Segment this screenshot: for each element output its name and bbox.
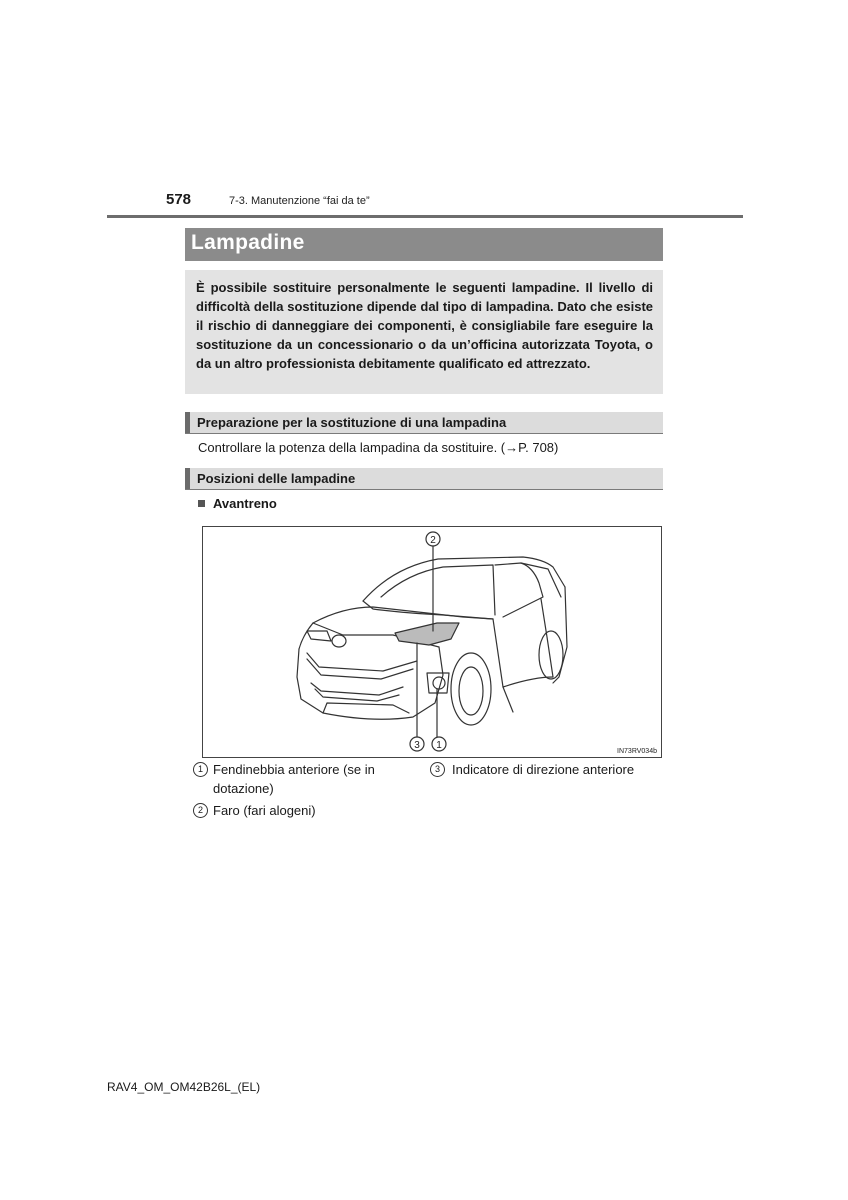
car-illustration: [203, 527, 662, 758]
footer-code: RAV4_OM_OM42B26L_(EL): [107, 1080, 261, 1094]
intro-text: È possibile sostituire personalmente le seguenti lampadine. Il livello di difficoltà della sostituzione dipende dal tipo di lampadina. Dato che esiste il rischio di danneggiare dei componenti, è consigliabile fare eseguire la sostituzione da un concessionario o da un’officina autorizzata Toyota, o da un altro professionista debitamente qualificato ed attrezzato.: [196, 280, 653, 371]
page-title: Lampadine: [191, 231, 305, 254]
subheading-positions-label: Posizioni delle lampadine: [197, 471, 356, 486]
page-number: 578: [166, 191, 192, 208]
legend-item-2: Faro (fari alogeni): [213, 803, 316, 818]
callout-3-number: 3: [414, 740, 420, 751]
legend-item-1: Fendinebbia anteriore (se in dotazione): [213, 762, 375, 796]
section-reference: 7-3. Manutenzione “fai da te”: [229, 195, 370, 207]
subheading-preparation-label: Preparazione per la sostituzione di una lampadina: [197, 415, 507, 430]
legend-number-3: 3: [430, 762, 445, 777]
legend-number-1: 1: [193, 762, 208, 777]
subheading-preparation: [185, 412, 663, 434]
headlight-shape: [395, 623, 459, 645]
figure-code: IN73RV034b: [617, 748, 657, 755]
callout-1-number: 1: [436, 740, 442, 751]
subheading-positions: [185, 468, 663, 490]
title-bar: [185, 228, 663, 261]
car-front-figure: [202, 526, 662, 758]
legend-number-2: 2: [193, 803, 208, 818]
intro-box: [185, 270, 663, 394]
square-bullet-icon: [198, 500, 205, 507]
preparation-text: Controllare la potenza della lampadina da sostituire. (→P. 708): [198, 440, 559, 455]
bullet-front: [198, 496, 277, 511]
header-rule: [107, 215, 743, 218]
callout-2-number: 2: [430, 535, 436, 546]
bullet-front-label: Avantreno: [213, 496, 277, 511]
legend-item-3: Indicatore di direzione anteriore: [452, 762, 635, 777]
